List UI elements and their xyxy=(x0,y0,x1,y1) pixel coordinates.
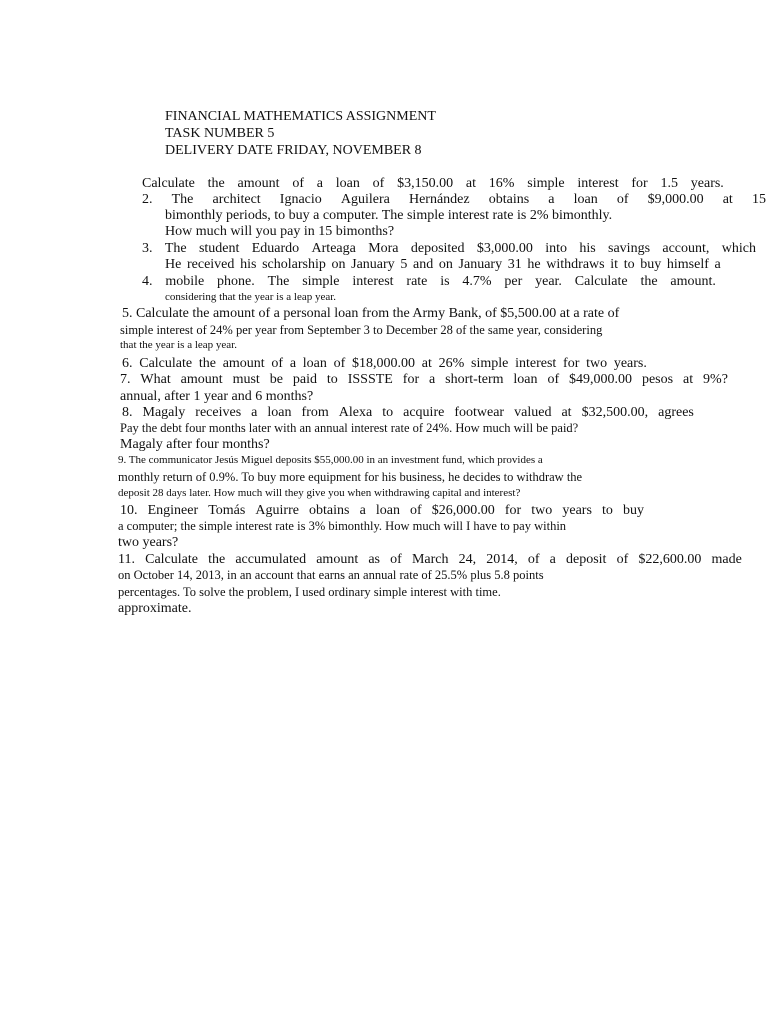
document-title: FINANCIAL MATHEMATICS ASSIGNMENT xyxy=(165,109,436,124)
text-line: 5. Calculate the amount of a personal loan from the Army Bank, of $5,500.00 at a rate of xyxy=(122,306,620,321)
text-line: 7. What amount must be paid to ISSSTE for a short-term loan of $49,000.00 pesos at 9%? xyxy=(120,372,728,387)
text-line: 3. The student Eduardo Arteaga Mora deposited $3,000.00 into his savings account, which xyxy=(142,241,756,256)
text-line: He received his scholarship on January 5 and on January 31 he withdraws it to buy himself a xyxy=(165,257,721,272)
text-line: 9. The communicator Jesús Miguel deposits $55,000.00 in an investment fund, which provides a xyxy=(118,454,543,466)
text-line: simple interest of 24% per year from September 3 to December 28 of the same year, considering xyxy=(120,323,603,337)
text-line: considering that the year is a leap year. xyxy=(165,291,337,303)
text-line: monthly return of 0.9%. To buy more equipment for his business, he decides to withdraw the xyxy=(118,470,583,484)
text-line: Magaly after four months? xyxy=(120,437,270,452)
delivery-date: DELIVERY DATE FRIDAY, NOVEMBER 8 xyxy=(165,143,422,158)
text-line: two years? xyxy=(118,535,179,550)
text-line: Pay the debt four months later with an annual interest rate of 24%. How much will be paid? xyxy=(120,421,579,435)
text-line: annual, after 1 year and 6 months? xyxy=(120,389,314,404)
text-line: a computer; the simple interest rate is 3% bimonthly. How much will I have to pay within xyxy=(118,519,567,533)
text-line: bimonthly periods, to buy a computer. The simple interest rate is 2% bimonthly. xyxy=(165,208,613,223)
text-line: 11. Calculate the accumulated amount as of March 24, 2014, of a deposit of $22,600.00 made xyxy=(118,552,742,567)
text-line: on October 14, 2013, in an account that earns an annual rate of 25.5% plus 5.8 points xyxy=(118,568,544,582)
text-line: How much will you pay in 15 bimonths? xyxy=(165,224,395,239)
text-line: that the year is a leap year. xyxy=(120,339,237,351)
text-line: 4. mobile phone. The simple interest rate is 4.7% per year. Calculate the amount. xyxy=(142,274,716,289)
text-line: 10. Engineer Tomás Aguirre obtains a loan of $26,000.00 for two years to buy xyxy=(120,503,644,518)
task-number: TASK NUMBER 5 xyxy=(165,126,275,141)
text-line: deposit 28 days later. How much will they give you when withdrawing capital and interest? xyxy=(118,487,521,499)
text-line: Calculate the amount of a loan of $3,150.00 at 16% simple interest for 1.5 years. xyxy=(142,176,724,191)
text-line: 2. The architect Ignacio Aguilera Hernández obtains a loan of $9,000.00 at 15 xyxy=(142,192,766,207)
text-line: approximate. xyxy=(118,601,192,616)
text-line: 8. Magaly receives a loan from Alexa to acquire footwear valued at $32,500.00, agrees xyxy=(122,405,694,420)
text-line: 6. Calculate the amount of a loan of $18,000.00 at 26% simple interest for two years. xyxy=(122,356,647,371)
text-line: percentages. To solve the problem, I used ordinary simple interest with time. xyxy=(118,585,501,599)
